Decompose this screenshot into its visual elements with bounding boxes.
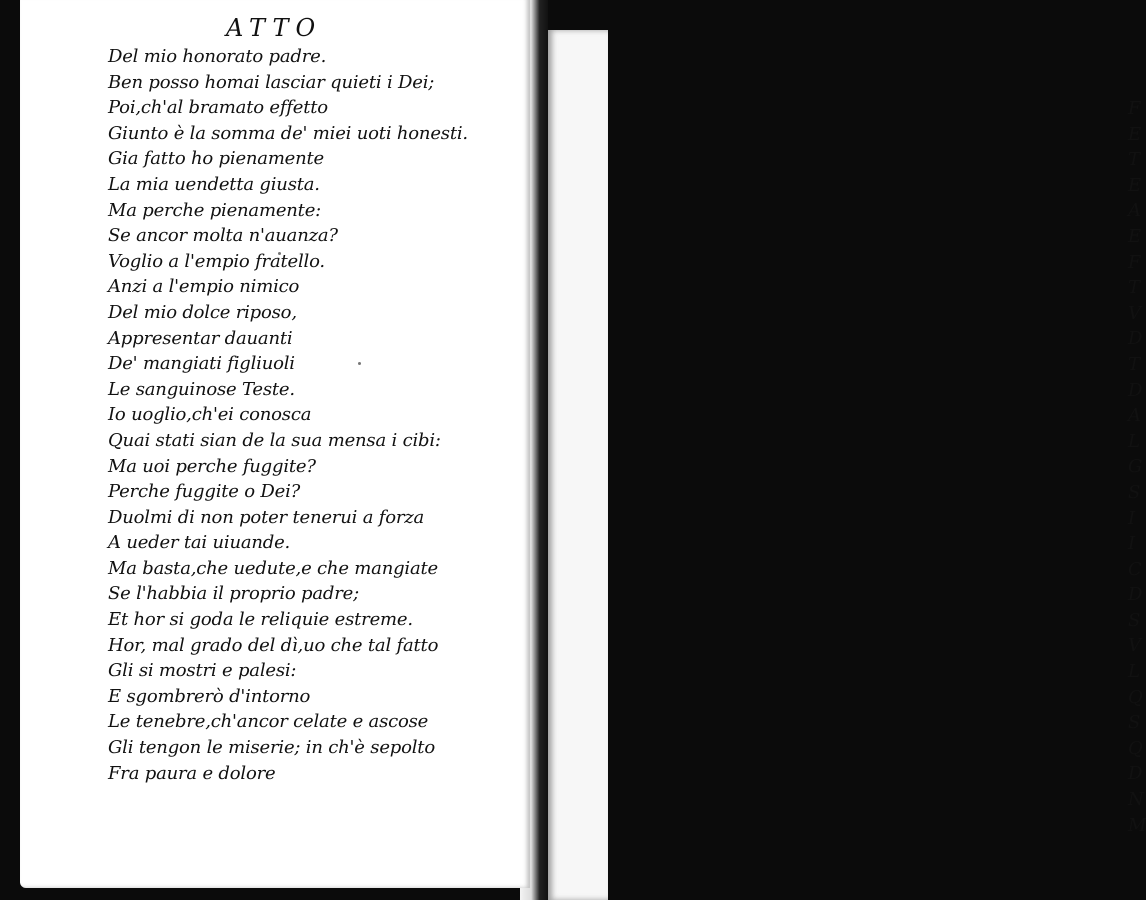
verse-line: La mia uendetta giusta. bbox=[108, 173, 320, 195]
verse-line: Gli si mostri e palesi: bbox=[108, 660, 297, 682]
facing-page-letter: V bbox=[1128, 302, 1141, 324]
facing-page-letter: D bbox=[1128, 379, 1143, 401]
verse-line: De' mangiati figliuoli bbox=[108, 353, 295, 375]
verse-line: Del mio honorato padre. bbox=[108, 46, 327, 67]
verse-text bbox=[108, 44, 508, 786]
facing-page-letter: I bbox=[1128, 507, 1136, 529]
facing-page-letter: N bbox=[1128, 789, 1144, 811]
facing-page-letter: C bbox=[1128, 558, 1142, 580]
facing-page-letter: Q bbox=[1128, 686, 1143, 708]
verse-line: Duolmi di non poter tenerui a forza bbox=[108, 506, 425, 528]
verse-line: Anzi a l'empio nimico bbox=[108, 276, 300, 298]
verse-line: Se l'habbia il proprio padre; bbox=[108, 583, 359, 605]
verse-line: E sgombrerò d'intorno bbox=[108, 685, 311, 707]
verse-line: Et hor si goda le reliquie estreme. bbox=[108, 609, 413, 631]
facing-page-letter: M bbox=[1128, 814, 1146, 836]
verse-line: Le tenebre,ch'ancor celate e ascose bbox=[108, 711, 429, 733]
facing-page-letter: D bbox=[1128, 763, 1143, 785]
facing-page-letter: A bbox=[1128, 405, 1141, 427]
facing-page-letter: E bbox=[1128, 174, 1142, 196]
facing-page-letter: E bbox=[1128, 123, 1142, 145]
verse-line: Fra paura e dolore bbox=[108, 762, 276, 784]
running-header: ATTO bbox=[226, 14, 323, 42]
facing-page-letters bbox=[1128, 96, 1146, 838]
verse-line: Poi,ch'al bramato effetto bbox=[108, 97, 328, 119]
verse-line: Gli tengon le miserie; in ch'è sepolto bbox=[108, 737, 435, 759]
verse-line: Voglio a l'empio fratello. bbox=[108, 250, 325, 272]
facing-page-letter: E bbox=[1128, 225, 1142, 247]
facing-page-letter: F bbox=[1128, 251, 1141, 273]
facing-page-letter: S bbox=[1128, 712, 1141, 734]
facing-page bbox=[548, 30, 1146, 900]
facing-page-letter: A bbox=[1128, 200, 1141, 222]
verse-line: Hor, mal grado del dì,uo che tal fatto bbox=[108, 634, 439, 656]
verse-line: Del mio dolce riposo, bbox=[108, 301, 297, 323]
facing-page-letter: D bbox=[1128, 584, 1143, 606]
facing-page-letter: G bbox=[1128, 456, 1143, 478]
verse-line: Ma uoi perche fuggite? bbox=[108, 455, 316, 477]
facing-page-letter: S bbox=[1128, 609, 1141, 631]
verse-line: A ueder tai uiuande. bbox=[108, 532, 291, 554]
verse-line: Quai stati sian de la sua mensa i cibi: bbox=[108, 429, 441, 451]
facing-page-letter: Q bbox=[1128, 737, 1143, 759]
facing-page-letter: T bbox=[1128, 353, 1141, 375]
verse-line: Ma basta,che uedute,e che mangiate bbox=[108, 557, 438, 579]
verse-line: Se ancor molta n'auanza? bbox=[108, 225, 338, 247]
facing-page-letter: L bbox=[1128, 430, 1140, 452]
verse-line: Io uoglio,ch'ei conosca bbox=[108, 404, 312, 426]
verse-line: Ma perche pienamente: bbox=[108, 199, 322, 221]
verse-line: Ben posso homai lasciar quieti i Dei; bbox=[108, 71, 435, 93]
verse-line: Perche fuggite o Dei? bbox=[108, 481, 301, 503]
facing-page-letter: T bbox=[1128, 277, 1141, 299]
verse-line: Appresentar dauanti bbox=[108, 327, 293, 349]
facing-page-letter: S bbox=[1128, 481, 1141, 503]
verse-line: Le sanguinose Teste. bbox=[108, 378, 295, 400]
facing-page-letter: L bbox=[1128, 661, 1140, 683]
facing-page-letter: I bbox=[1128, 533, 1136, 555]
verse-line: Giunto è la somma de' miei uoti honesti. bbox=[108, 122, 468, 144]
facing-page-letter: V bbox=[1128, 635, 1141, 657]
facing-page-letter: T bbox=[1128, 149, 1141, 171]
facing-page-letter: F bbox=[1128, 98, 1141, 119]
facing-page-letter: D bbox=[1128, 328, 1143, 350]
verse-line: Gia fatto ho pienamente bbox=[108, 148, 325, 170]
